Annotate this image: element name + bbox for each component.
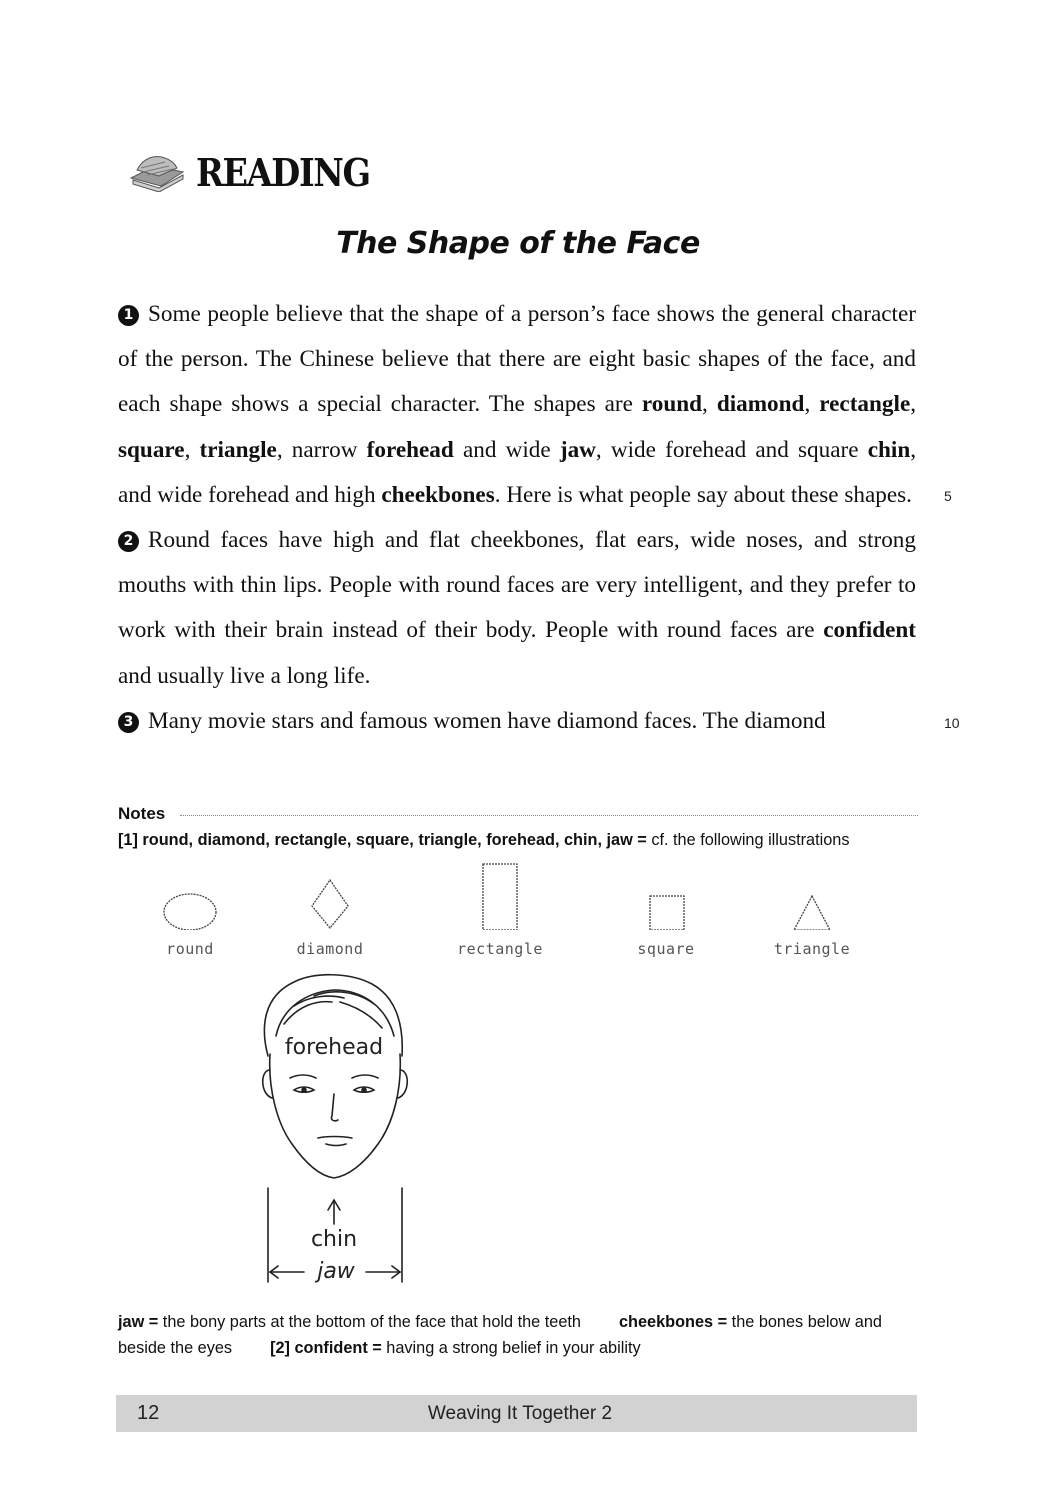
term-forehead: forehead xyxy=(366,436,454,463)
note-confident-term: [2] confident = xyxy=(270,1339,382,1357)
shape-label-square: square xyxy=(637,940,695,958)
notes-divider xyxy=(180,815,918,816)
note-cheekbones-text: the bones below and beside the eyes xyxy=(118,1313,882,1357)
term-diamond: diamond xyxy=(716,391,805,418)
paragraph-text: , xyxy=(910,391,917,418)
note-confident-text: having a strong belief in your ability xyxy=(381,1339,641,1357)
shape-label-round: round xyxy=(166,940,214,958)
line-number-10: 10 xyxy=(944,715,960,731)
shape-label-triangle: triangle xyxy=(773,940,851,958)
term-chin: chin xyxy=(867,436,911,463)
term-rectangle: rectangle xyxy=(819,391,911,418)
term-jaw: jaw xyxy=(559,436,596,463)
shapes-illustration xyxy=(150,860,870,930)
triangle-shape xyxy=(794,896,830,930)
face-label-chin: chin xyxy=(310,1227,358,1252)
paragraph-number: 2 xyxy=(118,531,139,552)
term-confident: confident xyxy=(823,617,916,644)
paragraph-text: Round faces have high and flat cheekbones, flat ears, wide noses, and strong mouths with thin lips. People with round faces are very intelligent, and they prefer to work with their brain instead of their body. People with round faces are xyxy=(118,527,916,644)
diamond-shape xyxy=(312,880,348,928)
paragraph-2 xyxy=(118,518,916,699)
term-square: square xyxy=(118,436,185,463)
note-2 xyxy=(118,1309,918,1361)
reading-book-icon xyxy=(125,148,189,192)
paragraph-3 xyxy=(118,699,916,744)
article-title: The Shape of the Face xyxy=(336,226,700,261)
paragraph-text: . Here is what people say about these shapes. xyxy=(494,481,912,508)
paragraph-text: , wide forehead and square xyxy=(595,436,868,463)
term-cheekbones: cheekbones xyxy=(381,481,495,508)
paragraph-text: Some people believe that the shape of a person’s face shows the general character of the person. The Chinese believe that there are eight basic shapes of the face, and each shape shows a special character. The shapes are xyxy=(118,301,916,418)
paragraph-text: , xyxy=(702,391,717,418)
paragraph-text: , narrow xyxy=(276,436,367,463)
note-jaw-text: the bony parts at the bottom of the face that hold the teeth xyxy=(158,1313,581,1331)
paragraph-1 xyxy=(118,292,916,518)
paragraph-text: , xyxy=(804,391,820,418)
face-illustration xyxy=(254,966,414,1292)
page-number: 12 xyxy=(137,1402,160,1424)
paragraph-number: 1 xyxy=(118,305,139,326)
face-label-forehead: forehead xyxy=(284,1035,384,1060)
section-heading: READING xyxy=(196,150,370,195)
square-shape xyxy=(650,896,684,930)
shape-label-rectangle: rectangle xyxy=(457,940,543,958)
notes-label: Notes xyxy=(118,804,166,823)
note-1-term: [1] round, diamond, rectangle, square, triangle, forehead, chin, jaw = xyxy=(118,831,647,849)
paragraph-number: 3 xyxy=(118,712,139,733)
note-1-text: cf. the following illustrations xyxy=(646,831,850,849)
paragraph-text: , and wide forehead and high xyxy=(118,436,917,508)
note-jaw-term: jaw = xyxy=(118,1313,159,1331)
article-body xyxy=(118,292,916,744)
rectangle-shape xyxy=(483,864,517,930)
paragraph-text: , xyxy=(184,436,200,463)
paragraph-text: and wide xyxy=(453,436,560,463)
book-title: Weaving It Together 2 xyxy=(427,1403,613,1424)
note-cheekbones-term: cheekbones = xyxy=(618,1313,728,1331)
face-label-jaw: jaw xyxy=(317,1259,355,1284)
line-number-5: 5 xyxy=(944,488,952,504)
term-triangle: triangle xyxy=(199,436,277,463)
shape-label-diamond: diamond xyxy=(296,940,364,958)
paragraph-text: and usually live a long life. xyxy=(118,662,371,689)
round-shape xyxy=(164,894,216,930)
term-round: round xyxy=(641,391,703,418)
paragraph-text: Many movie stars and famous women have diamond faces. The diamond xyxy=(148,707,826,734)
note-1 xyxy=(118,831,850,850)
